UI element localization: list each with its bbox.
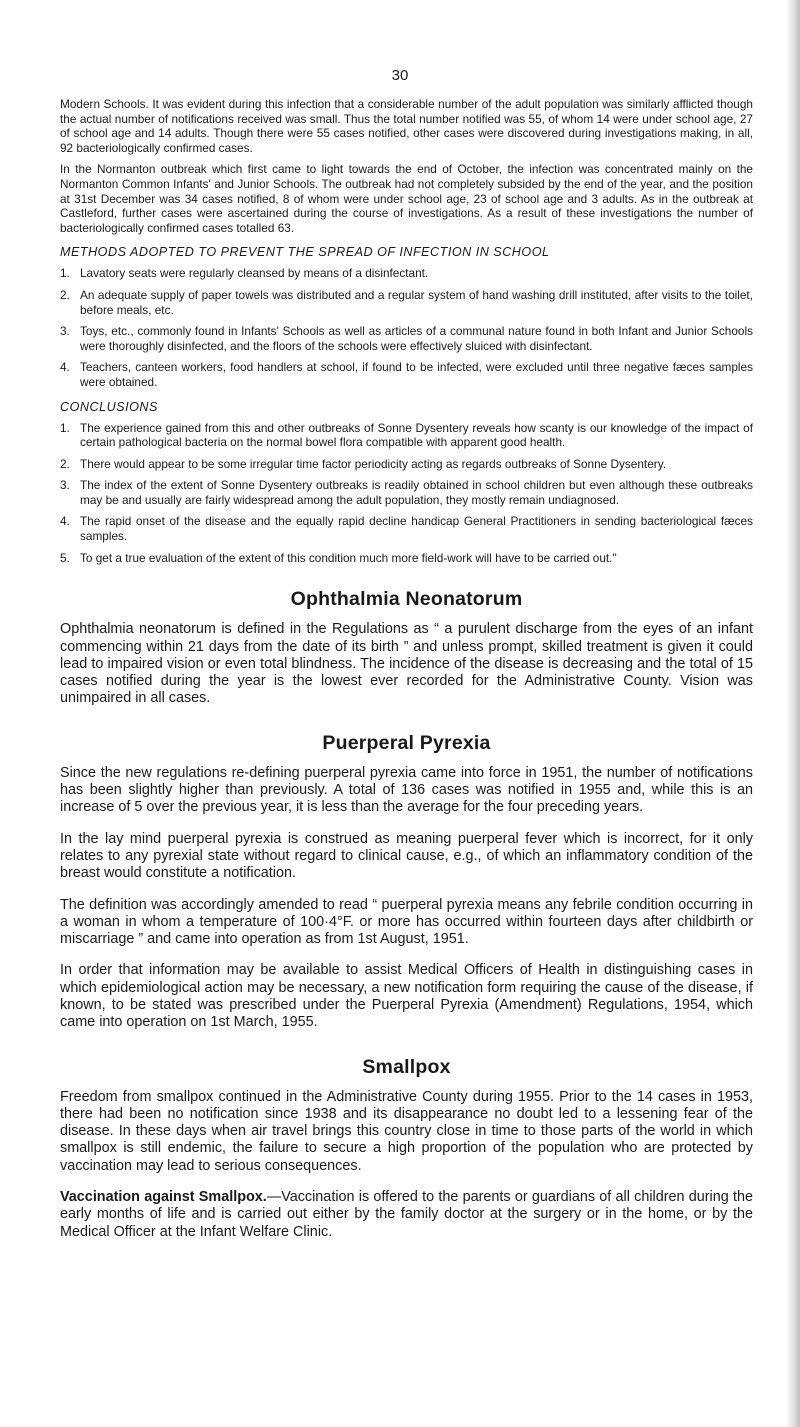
item-text: There would appear to be some irregular time factor periodicity acting as regards outbreaks of Sonne Dysentery. [80,456,666,471]
puerperal-section [60,765,753,1032]
ophthalmia-heading: Ophthalmia Neonatorum [290,588,523,611]
methods-list [60,266,753,389]
vaccination-paragraph [60,1189,753,1241]
list-item [60,421,753,450]
scan-edge-shadow [786,0,800,1427]
list-item [60,360,753,389]
smallpox-heading: Smallpox [362,1055,451,1078]
vaccination-text: —Vaccination is offered to the parents or guardians of all children during the early months of life and is carried out either by the family doctor at the surgery or in the home, or by the Medical Officer at the Infant Welfare Clinic. [60,1189,753,1240]
item-text: The experience gained from this and other outbreaks of Sonne Dysentery reveals how scanty is our knowledge of the impact of certain pathological bacteria on the normal bowel flora compatible with apparent good health. [80,420,753,450]
smallpox-section [60,1089,753,1241]
ophthalmia-section [60,621,753,707]
intro-paragraph: In the Normanton outbreak which first came to light towards the end of October, the infection was concentrated mainly on the Normanton Common Infants' and Junior Schools. The outbreak had not completely subsided by the end of the year, and the position at 31st December was 34 cases notified, 8 of whom were under school age, 23 of school age and 3 adults. As in the outbreak at Castleford, further cases were ascertained during the course of investigations. As a result of these investigations the number of bacteriologically confirmed cases totalled 63. [60,162,753,235]
list-item [60,266,753,281]
puerperal-paragraph: Since the new regulations re-defining puerperal pyrexia came into force in 1951, the number of notifications has been slightly higher than previously. A total of 136 cases was notified in 1955 and, while this is an increase of 5 over the previous year, it is less than the average for the four preceding years. [60,764,753,816]
puerperal-paragraph: In the lay mind puerperal pyrexia is construed as meaning puerperal fever which is incorrect, for it only relates to any pyrexial state without regard to clinical cause, e.g., of which an inflammatory condition of the breast would constitute a notification. [60,830,753,882]
vaccination-label: Vaccination against Smallpox. [60,1189,267,1206]
list-item [60,288,753,317]
item-text: An adequate supply of paper towels was distributed and a regular system of hand washing drill instituted, after visits to the toilet, before meals, etc. [80,287,753,317]
list-item [60,514,753,543]
puerperal-paragraph: The definition was accordingly amended to read “ puerperal pyrexia means any febrile condition occurring in a woman in whom a temperature of 100·4°F. or more has occurred within fourteen days after childbirth or miscarriage ” and came into operation as from 1st August, 1951. [60,896,753,948]
item-number: 3. [60,478,70,493]
item-number: 4. [60,360,70,375]
conclusions-list [60,421,753,566]
item-number: 2. [60,456,70,471]
item-text: To get a true evaluation of the extent of this condition much more field-work will have to be carried out." [80,550,617,565]
list-item [60,551,753,566]
item-text: Toys, etc., commonly found in Infants' Schools as well as articles of a communal nature found in both Infant and Junior Schools were thoroughly disinfected, and the floors of the schools were effectively sluiced with disinfectant. [80,324,753,353]
item-number: 1. [60,420,70,435]
item-text: The rapid onset of the disease and the equally rapid decline handicap General Practitioners in sending bacteriological fæces samples. [80,514,753,544]
puerperal-heading: Puerperal Pyrexia [322,731,491,754]
list-item [60,457,753,472]
methods-heading: METHODS ADOPTED TO PREVENT THE SPREAD OF INFECTION IN SCHOOL [60,245,550,260]
item-number: 5. [60,550,70,565]
intro-section [60,97,753,235]
item-number: 2. [60,287,70,302]
item-number: 4. [60,514,70,529]
item-number: 1. [60,266,70,281]
ophthalmia-paragraph: Ophthalmia neonatorum is defined in the Regulations as “ a purulent discharge from the eyes of an infant commencing within 21 days from the date of its birth ” and unless prompt, skilled treatment is given it could lead to impaired vision or even total blindness. The incidence of the disease is decreasing and the total of 15 cases notified during the year is the lowest ever recorded for the Administrative County. Vision was unimpaired in all cases. [60,621,753,707]
puerperal-paragraph: In order that information may be available to assist Medical Officers of Health in distinguishing cases in which epidemiological action may be necessary, a new notification form requiring the cause of the disease, if known, to be stated was prescribed under the Puerperal Pyrexia (Amendment) Regulations, 1954, which came into operation on 1st March, 1955. [60,962,753,1031]
smallpox-paragraph: Freedom from smallpox continued in the Administrative County during 1955. Prior to the 14 cases in 1953, there had been no notification since 1938 and its disappearance no doubt led to a lessening fear of the disease. In these days when air travel brings this country close in time to those parts of the world in which smallpox is still endemic, the failure to secure a high proportion of the population who are protected by vaccination may lead to serious consequences. [60,1088,753,1174]
page-number: 30 [391,67,409,84]
item-text: The index of the extent of Sonne Dysentery outbreaks is readily obtained in school children but even although these outbreaks may be and usually are fairly widespread among the adult population, they mostly remain undiagnosed. [80,478,753,507]
document-page [60,97,753,1255]
item-text: Teachers, canteen workers, food handlers at school, if found to be infected, were excluded until three negative fæces samples were obtained. [80,360,753,389]
list-item [60,324,753,353]
item-number: 3. [60,324,70,339]
item-text: Lavatory seats were regularly cleansed by means of a disinfectant. [80,266,429,281]
conclusions-heading: CONCLUSIONS [60,399,158,414]
intro-paragraph: Modern Schools. It was evident during this infection that a considerable number of the adult population was similarly afflicted though the actual number of notifications received was small. Thus the total number notified was 55, of whom 14 were under school age, 27 of school age and 14 adults. Though there were 55 cases notified, other cases were discovered during investigations making, in all, 92 bacteriologically confirmed cases. [60,97,753,155]
list-item [60,478,753,507]
